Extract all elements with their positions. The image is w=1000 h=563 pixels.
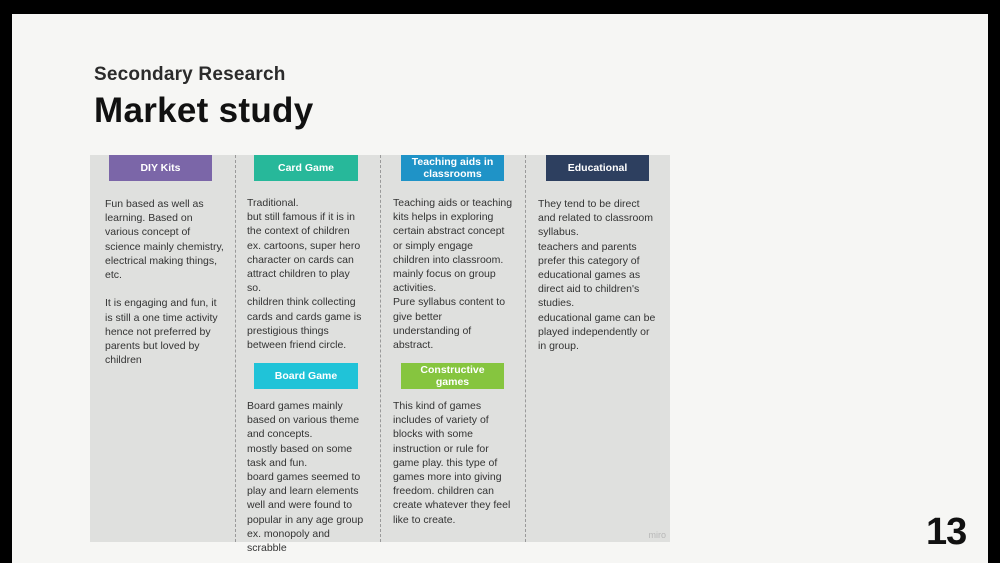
tag-teaching-aids: Teaching aids in classrooms [401, 155, 504, 181]
note-teaching-aids: Teaching aids or teaching kits helps in exploring certain abstract concept or simply engage children into classroom. mainly focus on group activities. Pure syllabus content to give better understanding of abstract. [393, 197, 513, 352]
miro-watermark: miro [648, 530, 666, 540]
miro-board [90, 155, 670, 555]
note-educational: They tend to be direct and related to classroom syllabus. teachers and parents prefer this category of educational games as direct aid to children's studies. educational game can be played independently or in group. [538, 198, 656, 353]
tag-constructive-games: Constructive games [401, 363, 504, 389]
note-constructive-games: This kind of games includes of variety of blocks with some instruction or rule for game play. this type of games more into giving freedom. children can create whatever they feel like to create. [393, 400, 511, 526]
note-diy-kits: Fun based as well as learning. Based on various concept of science mainly chemistry, electrical making things, etc. It is engaging and fun, it is still a one time activity hence not preferred by parents but loved by children [105, 198, 224, 367]
slide-title: Market study [94, 91, 314, 130]
column-divider [235, 155, 236, 542]
tag-diy-kits: DIY Kits [109, 155, 212, 181]
tag-board-game: Board Game [254, 363, 358, 389]
presentation-slide [12, 14, 988, 563]
slide-subtitle: Secondary Research [94, 64, 286, 85]
page-number: 13 [926, 511, 967, 553]
note-board-game: Board games mainly based on various theme and concepts. mostly based on some task and fun. board games seemed to play and learn elements well and were found to popular in any age group ex. monopoly and scrabble [247, 400, 364, 555]
column-divider [380, 155, 381, 542]
column-divider [525, 155, 526, 542]
note-card-game: Traditional. but still famous if it is in the context of children ex. cartoons, super hero character on cards can attract children to play so. children think collecting cards and cards game is prestigious things between friend circle. [247, 197, 362, 352]
tag-card-game: Card Game [254, 155, 358, 181]
tag-educational: Educational [546, 155, 649, 181]
